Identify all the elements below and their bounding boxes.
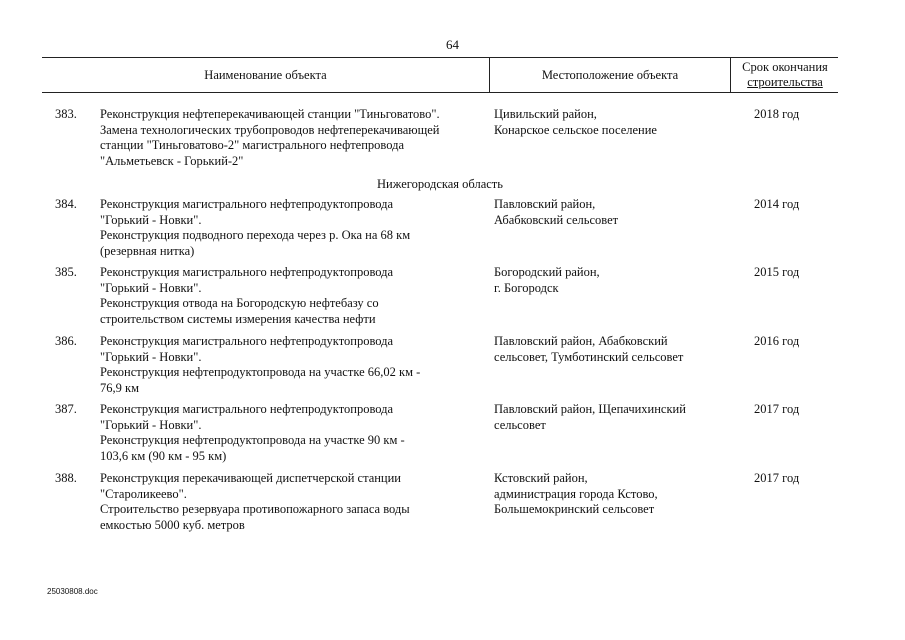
row-object-name: Реконструкция магистрального нефтепродуктопровода "Горький - Новки". Реконструкция нефтепродуктопровода на участке 66,02 км - 76,9 км — [100, 334, 421, 395]
header-object-name: Наименование объекта — [204, 67, 327, 82]
row-object-location: Богородский район, г. Богородск — [494, 265, 600, 295]
row-number: 386. — [55, 334, 77, 348]
row-number: 388. — [55, 471, 77, 485]
row-object-location: Павловский район, Щепачихинский сельсовет — [494, 402, 686, 432]
row-object-name: Реконструкция нефтеперекачивающей станции "Тиньговатово". Замена технологических трубопроводов нефтеперекачивающей станции "Тиньговатово-2" магистрального нефтепровода "Альметьевск - Горький-2" — [100, 107, 440, 168]
row-deadline-year: 2018 год — [754, 107, 800, 121]
row-deadline-year: 2017 год — [754, 471, 800, 485]
page-number: 64 — [446, 37, 459, 52]
row-deadline-year: 2015 год — [754, 265, 800, 279]
header-object-location: Местоположение объекта — [489, 58, 730, 92]
row-deadline-year: 2016 год — [754, 334, 800, 348]
row-number: 384. — [55, 197, 77, 211]
row-object-name: Реконструкция магистрального нефтепродуктопровода "Горький - Новки". Реконструкция нефтепродуктопровода на участке 90 км - 103,6 км (90 км - 95 км) — [100, 402, 405, 463]
row-object-name: Реконструкция перекачивающей диспетчерской станции "Староликеево". Строительство резервуара противопожарного запаса воды емкостью 5000 куб. метров — [100, 471, 410, 532]
row-object-name: Реконструкция магистрального нефтепродуктопровода "Горький - Новки". Реконструкция подводного перехода через р. Ока на 68 км (резервная нитка) — [100, 197, 411, 258]
header-deadline — [730, 58, 839, 92]
document-filename: 25030808.doc — [47, 587, 98, 596]
row-object-name: Реконструкция магистрального нефтепродуктопровода "Горький - Новки". Реконструкция отвода на Богородскую нефтебазу со строительством системы измерения качества нефти — [100, 265, 394, 326]
row-deadline-year: 2014 год — [754, 197, 800, 211]
row-object-location: Цивильский район, Конарское сельское поселение — [494, 107, 657, 137]
header-deadline-line1: Срок окончания — [742, 60, 828, 74]
region-heading: Нижегородская область — [377, 177, 503, 191]
header-deadline-line2: строительства — [747, 75, 823, 89]
row-object-location: Павловский район, Абабковский сельсовет, Тумботинский сельсовет — [494, 334, 684, 364]
row-object-location: Павловский район, Абабковский сельсовет — [494, 197, 619, 227]
row-number: 385. — [55, 265, 77, 279]
table-header — [42, 57, 838, 93]
row-number: 387. — [55, 402, 77, 416]
row-number: 383. — [55, 107, 77, 121]
row-deadline-year: 2017 год — [754, 402, 800, 416]
row-object-location: Кстовский район, администрация города Кстово, Большемокринский сельсовет — [494, 471, 658, 517]
